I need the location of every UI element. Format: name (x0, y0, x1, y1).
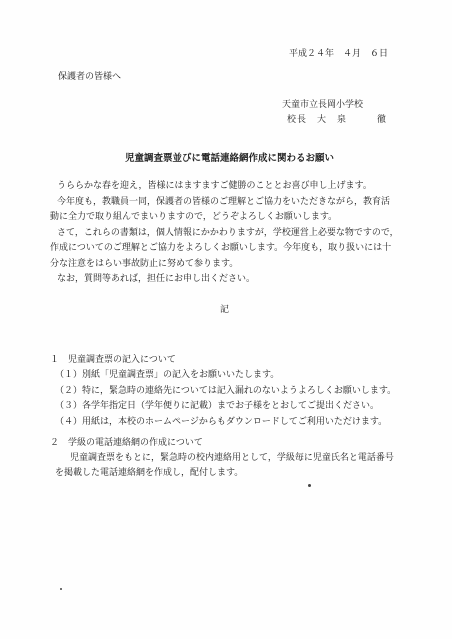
section2-line: を掲載した電話連絡網を作成し，配付します。 (55, 468, 244, 478)
body-paragraph: なお，質問等あれば，担任にお申し出ください。 (57, 274, 256, 284)
section2-heading: ２ 学級の電話連絡網の作成について (50, 438, 203, 448)
scan-speck (308, 484, 311, 487)
section1-item: （３）各学年指定日（学年便りに記載）までお子様をとおしてご提出ください。 (55, 401, 380, 411)
scan-speck (60, 588, 62, 590)
body-paragraph: さて，これらの書類は，個人情報にかかわりますが，学校運営上必要な物ですので， (57, 228, 399, 238)
body-paragraph: 分な注意をはらい事故防止に努めて参ります。 (50, 259, 239, 269)
body-paragraph: 動に全力で取り組んでまいりますので，どうぞよろしくお願いします。 (50, 212, 338, 222)
body-paragraph: 作成についてのご理解とご協力をよろしくお願いします。今年度も，取り扱いには十 (50, 243, 392, 253)
section1-item: （２）特に，緊急時の連絡先については記入漏れのないようよろしくお願いします。 (55, 386, 397, 396)
sender-school: 天童市立長岡小学校 (282, 100, 364, 110)
body-paragraph: 今年度も，教職員一同，保護者の皆様のご理解とご協力をいただきながら，教育活 (57, 197, 391, 207)
letter-date: 平成２４年 ４月 ６日 (289, 49, 389, 59)
section1-heading: １ 児童調査票の記入について (50, 355, 176, 365)
letter-title: 児童調査票並びに電話連絡網作成に関わるお願い (125, 153, 335, 164)
addressee: 保護者の皆様へ (58, 72, 122, 82)
section2-line: 児童調査票をもとに，緊急時の校内連絡用として，学級毎に児童氏名と電話番号 (70, 453, 394, 463)
ki-heading: 記 (220, 305, 230, 315)
sender-principal: 校長 大 泉 徹 (287, 115, 388, 125)
section1-item: （１）別紙「児童調査票」の記入をお願いいたします。 (55, 370, 280, 380)
body-paragraph: うららかな春を迎え，皆様にはますますご健勝のこととお喜び申し上げます。 (57, 181, 372, 191)
section1-item: （４）用紙は，本校のホームページからもダウンロードしてご利用いただけます。 (55, 417, 388, 427)
